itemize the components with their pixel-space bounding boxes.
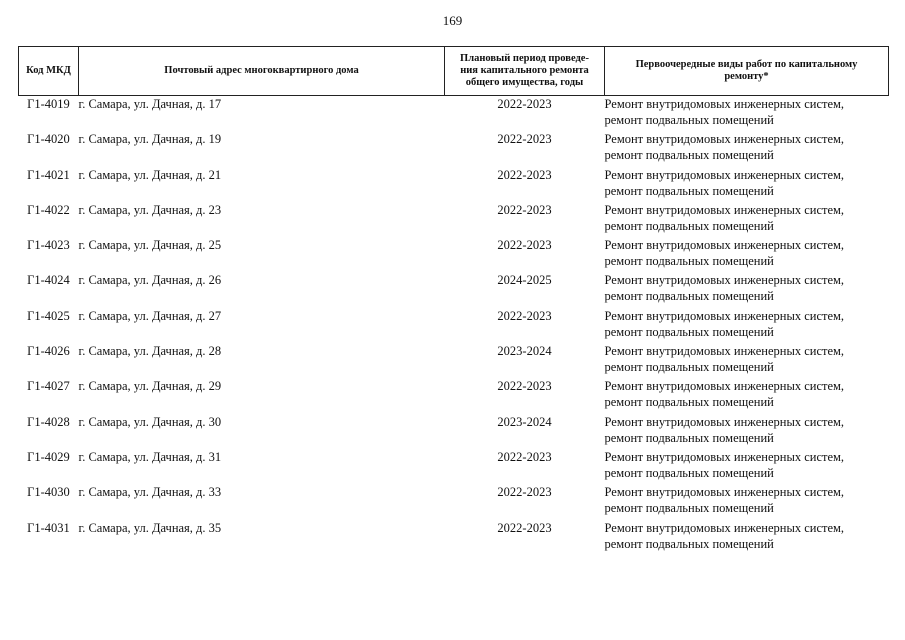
row-period: 2022-2023 [497,379,552,394]
row-works [605,343,889,378]
header-period-line-2: ния капитального ремонта [460,65,589,76]
table-row [19,449,889,484]
row-works [605,484,889,519]
row-code: Г1-4031 [27,520,70,535]
row-works-line-1: Ремонт внутридомовых инженерных систем, [604,97,845,111]
row-works-line-1: Ремонт внутридомовых инженерных систем, [604,520,845,535]
row-works-line-2: ремонт подвальных помещений [604,218,774,233]
row-address: г. Самара, ул. Дачная, д. 26 [78,273,222,288]
row-code: Г1-4021 [27,167,70,182]
row-works-line-2: ремонт подвальных помещений [604,501,774,516]
row-address: г. Самара, ул. Дачная, д. 29 [78,379,222,394]
table-row [19,343,889,378]
row-period: 2022-2023 [497,449,552,464]
repair-plan-table [18,46,889,555]
row-works-line-1: Ремонт внутридомовых инженерных систем, [604,132,845,147]
row-period: 2022-2023 [497,238,552,253]
row-address: г. Самара, ул. Дачная, д. 33 [78,485,222,500]
table-row [19,96,889,132]
table-row [19,167,889,202]
row-address: г. Самара, ул. Дачная, д. 23 [78,202,222,217]
header-works [605,47,889,96]
row-works-line-2: ремонт подвальных помещений [604,430,774,445]
row-address: г. Самара, ул. Дачная, д. 31 [78,449,222,464]
table-row [19,378,889,413]
row-address: г. Самара, ул. Дачная, д. 17 [78,97,222,111]
row-works [605,414,889,449]
row-works-line-1: Ремонт внутридомовых инженерных систем, [604,485,845,500]
row-code: Г1-4026 [27,344,70,359]
row-period: 2022-2023 [497,202,552,217]
row-works-line-2: ремонт подвальных помещений [604,254,774,269]
row-works [605,308,889,343]
row-works-line-2: ремонт подвальных помещений [604,289,774,304]
row-address: г. Самара, ул. Дачная, д. 35 [78,520,222,535]
row-works-line-1: Ремонт внутридомовых инженерных систем, [604,308,845,323]
row-code: Г1-4027 [27,379,70,394]
row-code: Г1-4025 [27,308,70,323]
row-works-line-1: Ремонт внутридомовых инженерных систем, [604,273,845,288]
row-code: Г1-4029 [27,449,70,464]
row-address: г. Самара, ул. Дачная, д. 21 [78,167,222,182]
row-period: 2024-2025 [497,273,552,288]
row-works-line-1: Ремонт внутридомовых инженерных систем, [604,202,845,217]
row-works-line-1: Ремонт внутридомовых инженерных систем, [604,344,845,359]
table-row [19,520,889,555]
row-period: 2022-2023 [497,520,552,535]
row-period: 2022-2023 [497,167,552,182]
row-works [605,131,889,166]
header-period-line-1: Плановый период проведе- [460,53,589,64]
row-period: 2022-2023 [497,132,552,147]
row-address: г. Самара, ул. Дачная, д. 25 [78,238,222,253]
row-address: г. Самара, ул. Дачная, д. 27 [78,308,222,323]
row-works-line-1: Ремонт внутридомовых инженерных систем, [604,238,845,253]
row-works [605,167,889,202]
row-period: 2023-2024 [497,344,552,359]
header-address: Почтовый адрес многоквартирного дома [79,47,445,96]
row-code: Г1-4028 [27,414,70,429]
row-period: 2022-2023 [497,485,552,500]
row-works-line-2: ремонт подвальных помещений [604,536,774,551]
row-address: г. Самара, ул. Дачная, д. 19 [78,132,222,147]
row-address: г. Самара, ул. Дачная, д. 30 [78,414,222,429]
row-works-line-1: Ремонт внутридомовых инженерных систем, [604,414,845,429]
row-works [605,520,889,555]
row-works [605,237,889,272]
table-row [19,131,889,166]
row-period: 2023-2024 [497,414,552,429]
row-works-line-2: ремонт подвальных помещений [604,324,774,339]
header-works-line-2: ремонту* [724,71,769,82]
row-code: Г1-4030 [27,485,70,500]
table-row [19,237,889,272]
row-works-line-2: ремонт подвальных помещений [604,183,774,198]
row-period: 2022-2023 [497,97,552,111]
row-works [605,272,889,307]
page-number: 169 [442,13,463,28]
row-address: г. Самара, ул. Дачная, д. 28 [78,344,222,359]
row-code: Г1-4024 [27,273,70,288]
header-works-line-1: Первоочередные виды работ по капитальному [635,59,858,70]
table-header-row [19,47,889,96]
row-works [605,378,889,413]
table-row [19,202,889,237]
table-row [19,272,889,307]
row-code: Г1-4020 [27,132,70,147]
row-period: 2022-2023 [497,308,552,323]
row-works [605,202,889,237]
header-code: Код МКД [19,47,79,96]
row-works-line-1: Ремонт внутридомовых инженерных систем, [604,449,845,464]
row-code: Г1-4019 [27,97,70,111]
header-period [445,47,605,96]
table-row [19,414,889,449]
row-works-line-2: ремонт подвальных помещений [604,360,774,375]
row-works-line-2: ремонт подвальных помещений [604,113,774,127]
row-code: Г1-4023 [27,238,70,253]
row-works-line-2: ремонт подвальных помещений [604,395,774,410]
row-works [605,449,889,484]
row-works-line-1: Ремонт внутридомовых инженерных систем, [604,167,845,182]
row-code: Г1-4022 [27,202,70,217]
row-works-line-2: ремонт подвальных помещений [604,465,774,480]
row-works-line-2: ремонт подвальных помещений [604,148,774,163]
table-row [19,484,889,519]
row-works-line-1: Ремонт внутридомовых инженерных систем, [604,379,845,394]
header-period-line-3: общего имущества, годы [465,77,584,88]
row-works [605,96,889,132]
table-row [19,308,889,343]
